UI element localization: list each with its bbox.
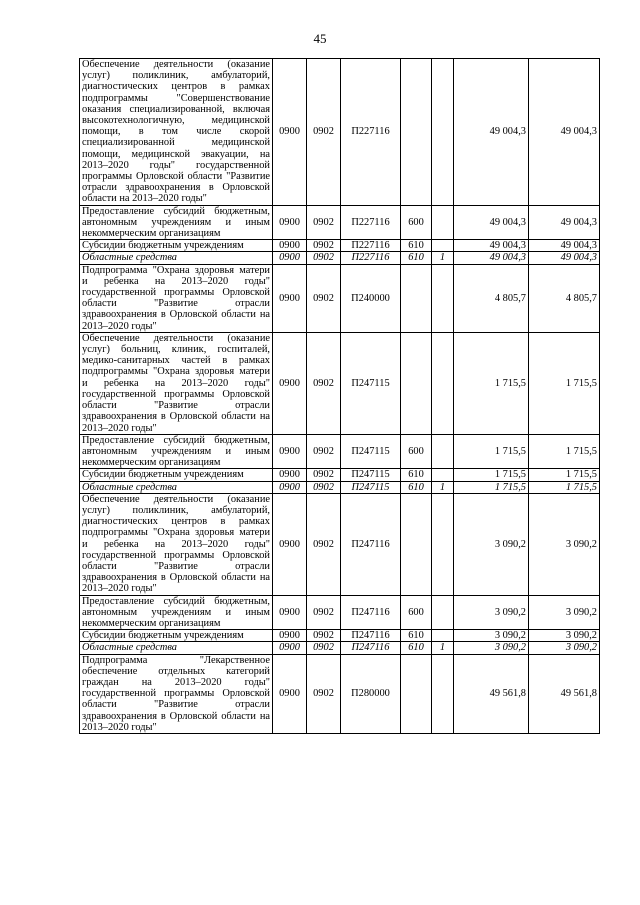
expense-type-code: 610 [401, 469, 432, 481]
section-code: 0902 [307, 434, 341, 469]
ministry-code: 0900 [273, 642, 307, 654]
amount-plan: 3 090,2 [454, 642, 529, 654]
section-code: 0902 [307, 654, 341, 733]
amount-plan: 49 561,8 [454, 654, 529, 733]
table-row [80, 264, 600, 332]
row-name: Областные средства [80, 642, 273, 654]
amount-approved: 49 004,3 [529, 205, 600, 240]
expense-type-code [401, 493, 432, 595]
section-code: 0902 [307, 332, 341, 434]
row-name: Подпрограмма "Охрана здоровья матери и ребенка на 2013–2020 годы" государственной программы Орловской области "Развитие отрасли здравоохранения в Орловской области на 2013–2020 годы" [80, 264, 273, 332]
target-code: П227116 [341, 252, 401, 264]
section-code: 0902 [307, 205, 341, 240]
section-code: 0902 [307, 630, 341, 642]
section-code: 0902 [307, 252, 341, 264]
source-code [432, 59, 454, 206]
table-row [80, 240, 600, 252]
target-code: П247115 [341, 332, 401, 434]
amount-plan: 1 715,5 [454, 481, 529, 493]
amount-plan: 1 715,5 [454, 434, 529, 469]
section-code: 0902 [307, 469, 341, 481]
source-code [432, 654, 454, 733]
table-row [80, 642, 600, 654]
row-name: Обеспечение деятельности (оказание услуг) поликлиник, амбулаторий, диагностических центров в рамках подпрограммы "Совершенствование оказания специализированной, включая высокотехнологичную, медицинской помощи, в том числе скорой специализированной медицинской помощи, медицинской эвакуации, на 2013–2020 годы" государственной программы Орловской области "Развитие отрасли здравоохранения в Орловской области на 2013–2020 годы" [80, 59, 273, 206]
source-code: 1 [432, 252, 454, 264]
expense-type-code: 610 [401, 252, 432, 264]
amount-plan: 3 090,2 [454, 630, 529, 642]
target-code: П280000 [341, 654, 401, 733]
table-row [80, 205, 600, 240]
amount-plan: 49 004,3 [454, 240, 529, 252]
ministry-code: 0900 [273, 481, 307, 493]
source-code [432, 595, 454, 630]
table-row [80, 595, 600, 630]
amount-approved: 4 805,7 [529, 264, 600, 332]
source-code [432, 240, 454, 252]
target-code: П247116 [341, 642, 401, 654]
amount-approved: 1 715,5 [529, 332, 600, 434]
target-code: П247116 [341, 630, 401, 642]
amount-plan: 49 004,3 [454, 59, 529, 206]
source-code: 1 [432, 481, 454, 493]
amount-approved: 49 004,3 [529, 59, 600, 206]
row-name: Обеспечение деятельности (оказание услуг) поликлиник, амбулаторий, диагностических центров в рамках подпрограммы "Охрана здоровья матери и ребенка на 2013–2020 годы" государственной программы Орловской области "Развитие отрасли здравоохранения в Орловской области на 2013–2020 годы" [80, 493, 273, 595]
section-code: 0902 [307, 264, 341, 332]
table-row [80, 59, 600, 206]
section-code: 0902 [307, 493, 341, 595]
target-code: П227116 [341, 240, 401, 252]
expense-type-code: 600 [401, 595, 432, 630]
expense-type-code: 600 [401, 434, 432, 469]
expense-type-code: 600 [401, 205, 432, 240]
expense-type-code [401, 264, 432, 332]
amount-approved: 3 090,2 [529, 595, 600, 630]
section-code: 0902 [307, 59, 341, 206]
target-code: П240000 [341, 264, 401, 332]
expense-type-code [401, 59, 432, 206]
target-code: П227116 [341, 205, 401, 240]
source-code: 1 [432, 642, 454, 654]
amount-approved: 3 090,2 [529, 642, 600, 654]
table-row [80, 332, 600, 434]
amount-plan: 1 715,5 [454, 332, 529, 434]
expense-type-code: 610 [401, 630, 432, 642]
ministry-code: 0900 [273, 205, 307, 240]
table-row [80, 252, 600, 264]
source-code [432, 630, 454, 642]
amount-approved: 49 004,3 [529, 252, 600, 264]
table-row [80, 654, 600, 733]
source-code [432, 469, 454, 481]
target-code: П247116 [341, 595, 401, 630]
amount-plan: 1 715,5 [454, 469, 529, 481]
amount-approved: 49 561,8 [529, 654, 600, 733]
amount-approved: 3 090,2 [529, 630, 600, 642]
section-code: 0902 [307, 481, 341, 493]
ministry-code: 0900 [273, 240, 307, 252]
page-number: 45 [313, 31, 327, 46]
row-name: Предоставление субсидий бюджетным, автономным учреждениям и иным некоммерческим организациям [80, 205, 273, 240]
table-row [80, 630, 600, 642]
section-code: 0902 [307, 240, 341, 252]
amount-plan: 49 004,3 [454, 205, 529, 240]
target-code: П247115 [341, 481, 401, 493]
amount-approved: 49 004,3 [529, 240, 600, 252]
row-name: Субсидии бюджетным учреждениям [80, 630, 273, 642]
amount-approved: 1 715,5 [529, 469, 600, 481]
target-code: П247116 [341, 493, 401, 595]
source-code [432, 205, 454, 240]
source-code [432, 493, 454, 595]
budget-table-body [80, 59, 600, 734]
table-row [80, 469, 600, 481]
row-name: Субсидии бюджетным учреждениям [80, 240, 273, 252]
ministry-code: 0900 [273, 264, 307, 332]
row-name: Обеспечение деятельности (оказание услуг) больниц, клиник, госпиталей, медико-санитарных частей в рамках подпрограммы "Охрана здоровья матери и ребенка на 2013–2020 годы" государственной программы Орловской области "Развитие отрасли здравоохранения в Орловской области на 2013–2020 годы" [80, 332, 273, 434]
section-code: 0902 [307, 642, 341, 654]
row-name: Областные средства [80, 252, 273, 264]
ministry-code: 0900 [273, 630, 307, 642]
ministry-code: 0900 [273, 654, 307, 733]
ministry-code: 0900 [273, 434, 307, 469]
amount-plan: 3 090,2 [454, 493, 529, 595]
table-row [80, 481, 600, 493]
target-code: П247115 [341, 469, 401, 481]
row-name: Субсидии бюджетным учреждениям [80, 469, 273, 481]
section-code: 0902 [307, 595, 341, 630]
expense-type-code [401, 332, 432, 434]
expense-type-code: 610 [401, 481, 432, 493]
target-code: П247115 [341, 434, 401, 469]
source-code [432, 332, 454, 434]
row-name: Предоставление субсидий бюджетным, автономным учреждениям и иным некоммерческим организациям [80, 434, 273, 469]
amount-approved: 1 715,5 [529, 481, 600, 493]
row-name: Предоставление субсидий бюджетным, автономным учреждениям и иным некоммерческим организациям [80, 595, 273, 630]
source-code [432, 434, 454, 469]
table-row [80, 434, 600, 469]
expense-type-code: 610 [401, 642, 432, 654]
amount-approved: 3 090,2 [529, 493, 600, 595]
amount-plan: 49 004,3 [454, 252, 529, 264]
target-code: П227116 [341, 59, 401, 206]
ministry-code: 0900 [273, 252, 307, 264]
ministry-code: 0900 [273, 59, 307, 206]
row-name: Областные средства [80, 481, 273, 493]
expense-type-code: 610 [401, 240, 432, 252]
ministry-code: 0900 [273, 595, 307, 630]
ministry-code: 0900 [273, 332, 307, 434]
amount-approved: 1 715,5 [529, 434, 600, 469]
ministry-code: 0900 [273, 493, 307, 595]
row-name: Подпрограмма "Лекарственное обеспечение отдельных категорий граждан на 2013–2020 годы" государственной программы Орловской области "Развитие отрасли здравоохранения в Орловской области на 2013–2020 годы" [80, 654, 273, 733]
expense-type-code [401, 654, 432, 733]
amount-plan: 4 805,7 [454, 264, 529, 332]
source-code [432, 264, 454, 332]
table-row [80, 493, 600, 595]
ministry-code: 0900 [273, 469, 307, 481]
amount-plan: 3 090,2 [454, 595, 529, 630]
budget-table [79, 58, 600, 734]
